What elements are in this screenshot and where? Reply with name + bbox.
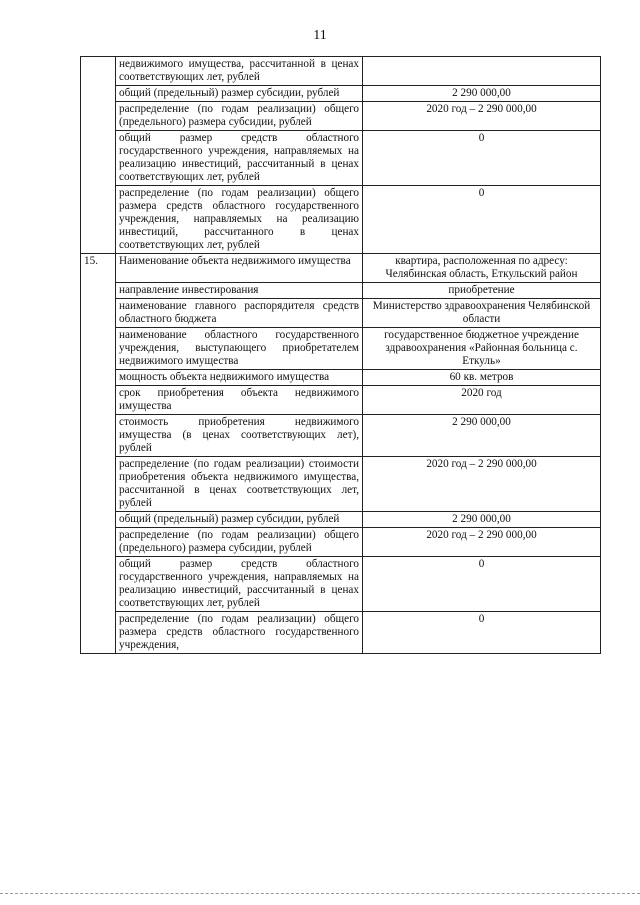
table-row: [81, 254, 601, 283]
table-row: [81, 102, 601, 131]
parameter-name-cell: мощность объекта недвижимого имущества: [116, 370, 363, 386]
parameter-name-cell: распределение (по годам реализации) общего размера средств областного государственного учреждения,: [116, 612, 363, 654]
parameter-name-cell: недвижимого имущества, рассчитанной в ценах соответствующих лет, рублей: [116, 57, 363, 86]
parameter-value-cell: [363, 57, 601, 86]
table-row: [81, 186, 601, 254]
parameter-name-cell: срок приобретения объекта недвижимого имущества: [116, 386, 363, 415]
page-number: 11: [313, 28, 327, 43]
parameter-name-cell: направление инвестирования: [116, 283, 363, 299]
parameter-value-cell: приобретение: [363, 283, 601, 299]
table-row: [81, 57, 601, 86]
row-number-cell: 15.: [81, 254, 116, 654]
parameter-name-cell: распределение (по годам реализации) стоимости приобретения объекта недвижимого имущества, рассчитанной в ценах соответствующих лет, рублей: [116, 457, 363, 512]
parameter-value-cell: 0: [363, 557, 601, 612]
row-number-cell: [81, 57, 116, 254]
parameter-name-cell: распределение (по годам реализации) общего размера средств областного государственного учреждения, направляемых на реализацию инвестиций, рассчитанного в ценах соответствующих лет, рублей: [116, 186, 363, 254]
table-row: [81, 299, 601, 328]
parameter-value-cell: 0: [363, 131, 601, 186]
parameter-value-cell: государственное бюджетное учреждение здравоохранения «Районная больница с. Еткуль»: [363, 328, 601, 370]
table-row: [81, 415, 601, 457]
parameter-name-cell: общий размер средств областного государственного учреждения, направляемых на реализацию инвестиций, рассчитанный в ценах соответствующих лет, рублей: [116, 557, 363, 612]
parameter-value-cell: Министерство здравоохранения Челябинской области: [363, 299, 601, 328]
parameter-name-cell: наименование главного распорядителя средств областного бюджета: [116, 299, 363, 328]
parameter-name-cell: распределение (по годам реализации) общего (предельного) размера субсидии, рублей: [116, 528, 363, 557]
table-row: [81, 283, 601, 299]
parameter-value-cell: 2020 год – 2 290 000,00: [363, 528, 601, 557]
parameter-name-cell: общий (предельный) размер субсидии, рублей: [116, 512, 363, 528]
parameter-name-cell: стоимость приобретения недвижимого имущества (в ценах соответствующих лет), рублей: [116, 415, 363, 457]
parameter-value-cell: 2020 год: [363, 386, 601, 415]
parameter-value-cell: 2020 год – 2 290 000,00: [363, 457, 601, 512]
table-row: [81, 370, 601, 386]
table-row: [81, 528, 601, 557]
parameter-value-cell: квартира, расположенная по адресу: Челябинская область, Еткульский район: [363, 254, 601, 283]
table-row: [81, 386, 601, 415]
parameter-value-cell: 2 290 000,00: [363, 415, 601, 457]
table-body: [81, 57, 601, 654]
parameter-name-cell: общий размер средств областного государственного учреждения, направляемых на реализацию инвестиций, рассчитанный в ценах соответствующих лет, рублей: [116, 131, 363, 186]
parameter-name-cell: наименование областного государственного учреждения, выступающего приобретателем недвижимого имущества: [116, 328, 363, 370]
parameter-name-cell: общий (предельный) размер субсидии, рублей: [116, 86, 363, 102]
investment-table: [80, 56, 601, 654]
table-row: [81, 86, 601, 102]
parameter-name-cell: Наименование объекта недвижимого имущества: [116, 254, 363, 283]
table-row: [81, 557, 601, 612]
table-row: [81, 512, 601, 528]
table-row: [81, 457, 601, 512]
parameter-value-cell: 2020 год – 2 290 000,00: [363, 102, 601, 131]
parameter-value-cell: 60 кв. метров: [363, 370, 601, 386]
parameter-value-cell: 0: [363, 186, 601, 254]
table-row: [81, 131, 601, 186]
table-row: [81, 612, 601, 654]
table-row: [81, 328, 601, 370]
parameter-value-cell: 0: [363, 612, 601, 654]
parameter-value-cell: 2 290 000,00: [363, 86, 601, 102]
page-bottom-divider: [0, 893, 640, 894]
parameter-value-cell: 2 290 000,00: [363, 512, 601, 528]
parameter-name-cell: распределение (по годам реализации) общего (предельного) размера субсидии, рублей: [116, 102, 363, 131]
